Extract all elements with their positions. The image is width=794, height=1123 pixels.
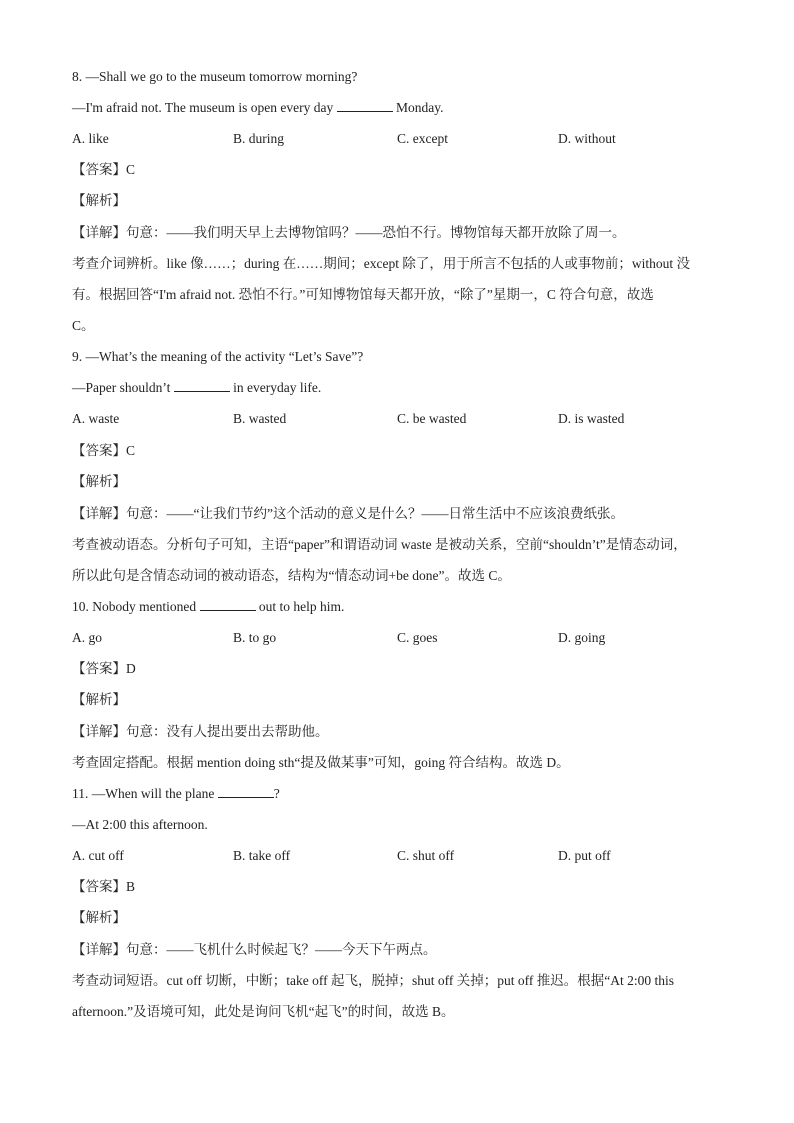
q8-answer: 【答案】C [72, 162, 136, 177]
q11-detail-line3: afternoon.”及语境可知，此处是询问飞机“起飞”的时间，故选 B。 [72, 1004, 455, 1019]
q8-detail-line3: 有。根据回答“I'm afraid not. 恐怕不行。”可知博物馆每天都开放，“除了”星期一，C 符合句意，故选 [72, 287, 654, 302]
q9-stem-line2: —Paper shouldn’t in everyday life. [72, 380, 322, 395]
q9-option-c: C. be wasted [397, 411, 467, 426]
q11-stem-line2: —At 2:00 this afternoon. [72, 817, 208, 832]
q9-option-b: B. wasted [233, 411, 287, 426]
q9-options [0, 410, 794, 428]
q11-option-b: B. take off [233, 848, 291, 863]
q11-analysis-label: 【解析】 [72, 910, 126, 925]
q8-option-d: D. without [558, 131, 616, 146]
q10-option-b: B. to go [233, 630, 277, 645]
q9-option-a: A. waste [72, 411, 120, 426]
q10-option-a: A. go [72, 630, 102, 645]
q8-options [0, 130, 794, 148]
q11-options [0, 847, 794, 865]
q11-detail-line1: 【详解】句意：——飞机什么时候起飞？——今天下午两点。 [72, 942, 437, 957]
q10-option-d: D. going [558, 630, 606, 645]
q9-answer: 【答案】C [72, 443, 136, 458]
q8-detail-line2: 考查介词辨析。like 像……；during 在……期间；except 除了，用于所言不包括的人或事物前；without 没 [72, 256, 690, 271]
q9-option-d: D. is wasted [558, 411, 625, 426]
q9-detail-line3: 所以此句是含情态动词的被动语态，结构为“情态动词+be done”。故选 C。 [72, 568, 511, 583]
q11-detail-line2: 考查动词短语。cut off 切断，中断；take off 起飞，脱掉；shut off 关掉；put off 推迟。根据“At 2:00 this [72, 973, 674, 988]
q11-option-a: A. cut off [72, 848, 124, 863]
q8-option-c: C. except [397, 131, 448, 146]
q10-detail-line1: 【详解】句意：没有人提出要出去帮助他。 [72, 724, 329, 739]
q10-options [0, 629, 794, 647]
answer-blank [337, 99, 393, 112]
q8-detail-line4: C。 [72, 318, 95, 333]
q11-stem-line1: 11. —When will the plane ? [72, 786, 280, 801]
q8-stem-line2: —I'm afraid not. The museum is open every day Monday. [72, 100, 444, 115]
q8-option-a: A. like [72, 131, 109, 146]
q10-detail-line2: 考查固定搭配。根据 mention doing sth“提及做某事”可知，going 符合结构。故选 D。 [72, 755, 570, 770]
answer-blank [174, 379, 230, 392]
q8-option-b: B. during [233, 131, 285, 146]
q11-option-d: D. put off [558, 848, 611, 863]
q8-stem-line1: 8. —Shall we go to the museum tomorrow morning? [72, 69, 358, 84]
q11-option-c: C. shut off [397, 848, 455, 863]
q9-stem-line1: 9. —What’s the meaning of the activity “Let’s Save”? [72, 349, 364, 364]
q9-detail-line1: 【详解】句意：——“让我们节约”这个活动的意义是什么？——日常生活中不应该浪费纸张。 [72, 506, 624, 521]
q10-option-c: C. goes [397, 630, 438, 645]
q8-analysis-label: 【解析】 [72, 193, 126, 208]
q11-answer: 【答案】B [72, 879, 136, 894]
q9-analysis-label: 【解析】 [72, 474, 126, 489]
q10-answer: 【答案】D [72, 661, 136, 676]
q8-detail-line1: 【详解】句意：——我们明天早上去博物馆吗？——恐怕不行。博物馆每天都开放除了周一。 [72, 225, 626, 240]
answer-blank [218, 785, 274, 798]
q10-stem: 10. Nobody mentioned out to help him. [72, 599, 345, 614]
q9-detail-line2: 考查被动语态。分析句子可知，主语“paper”和谓语动词 waste 是被动关系，空前“shouldn’t”是情态动词， [72, 537, 687, 552]
q10-analysis-label: 【解析】 [72, 692, 126, 707]
answer-blank [200, 598, 256, 611]
